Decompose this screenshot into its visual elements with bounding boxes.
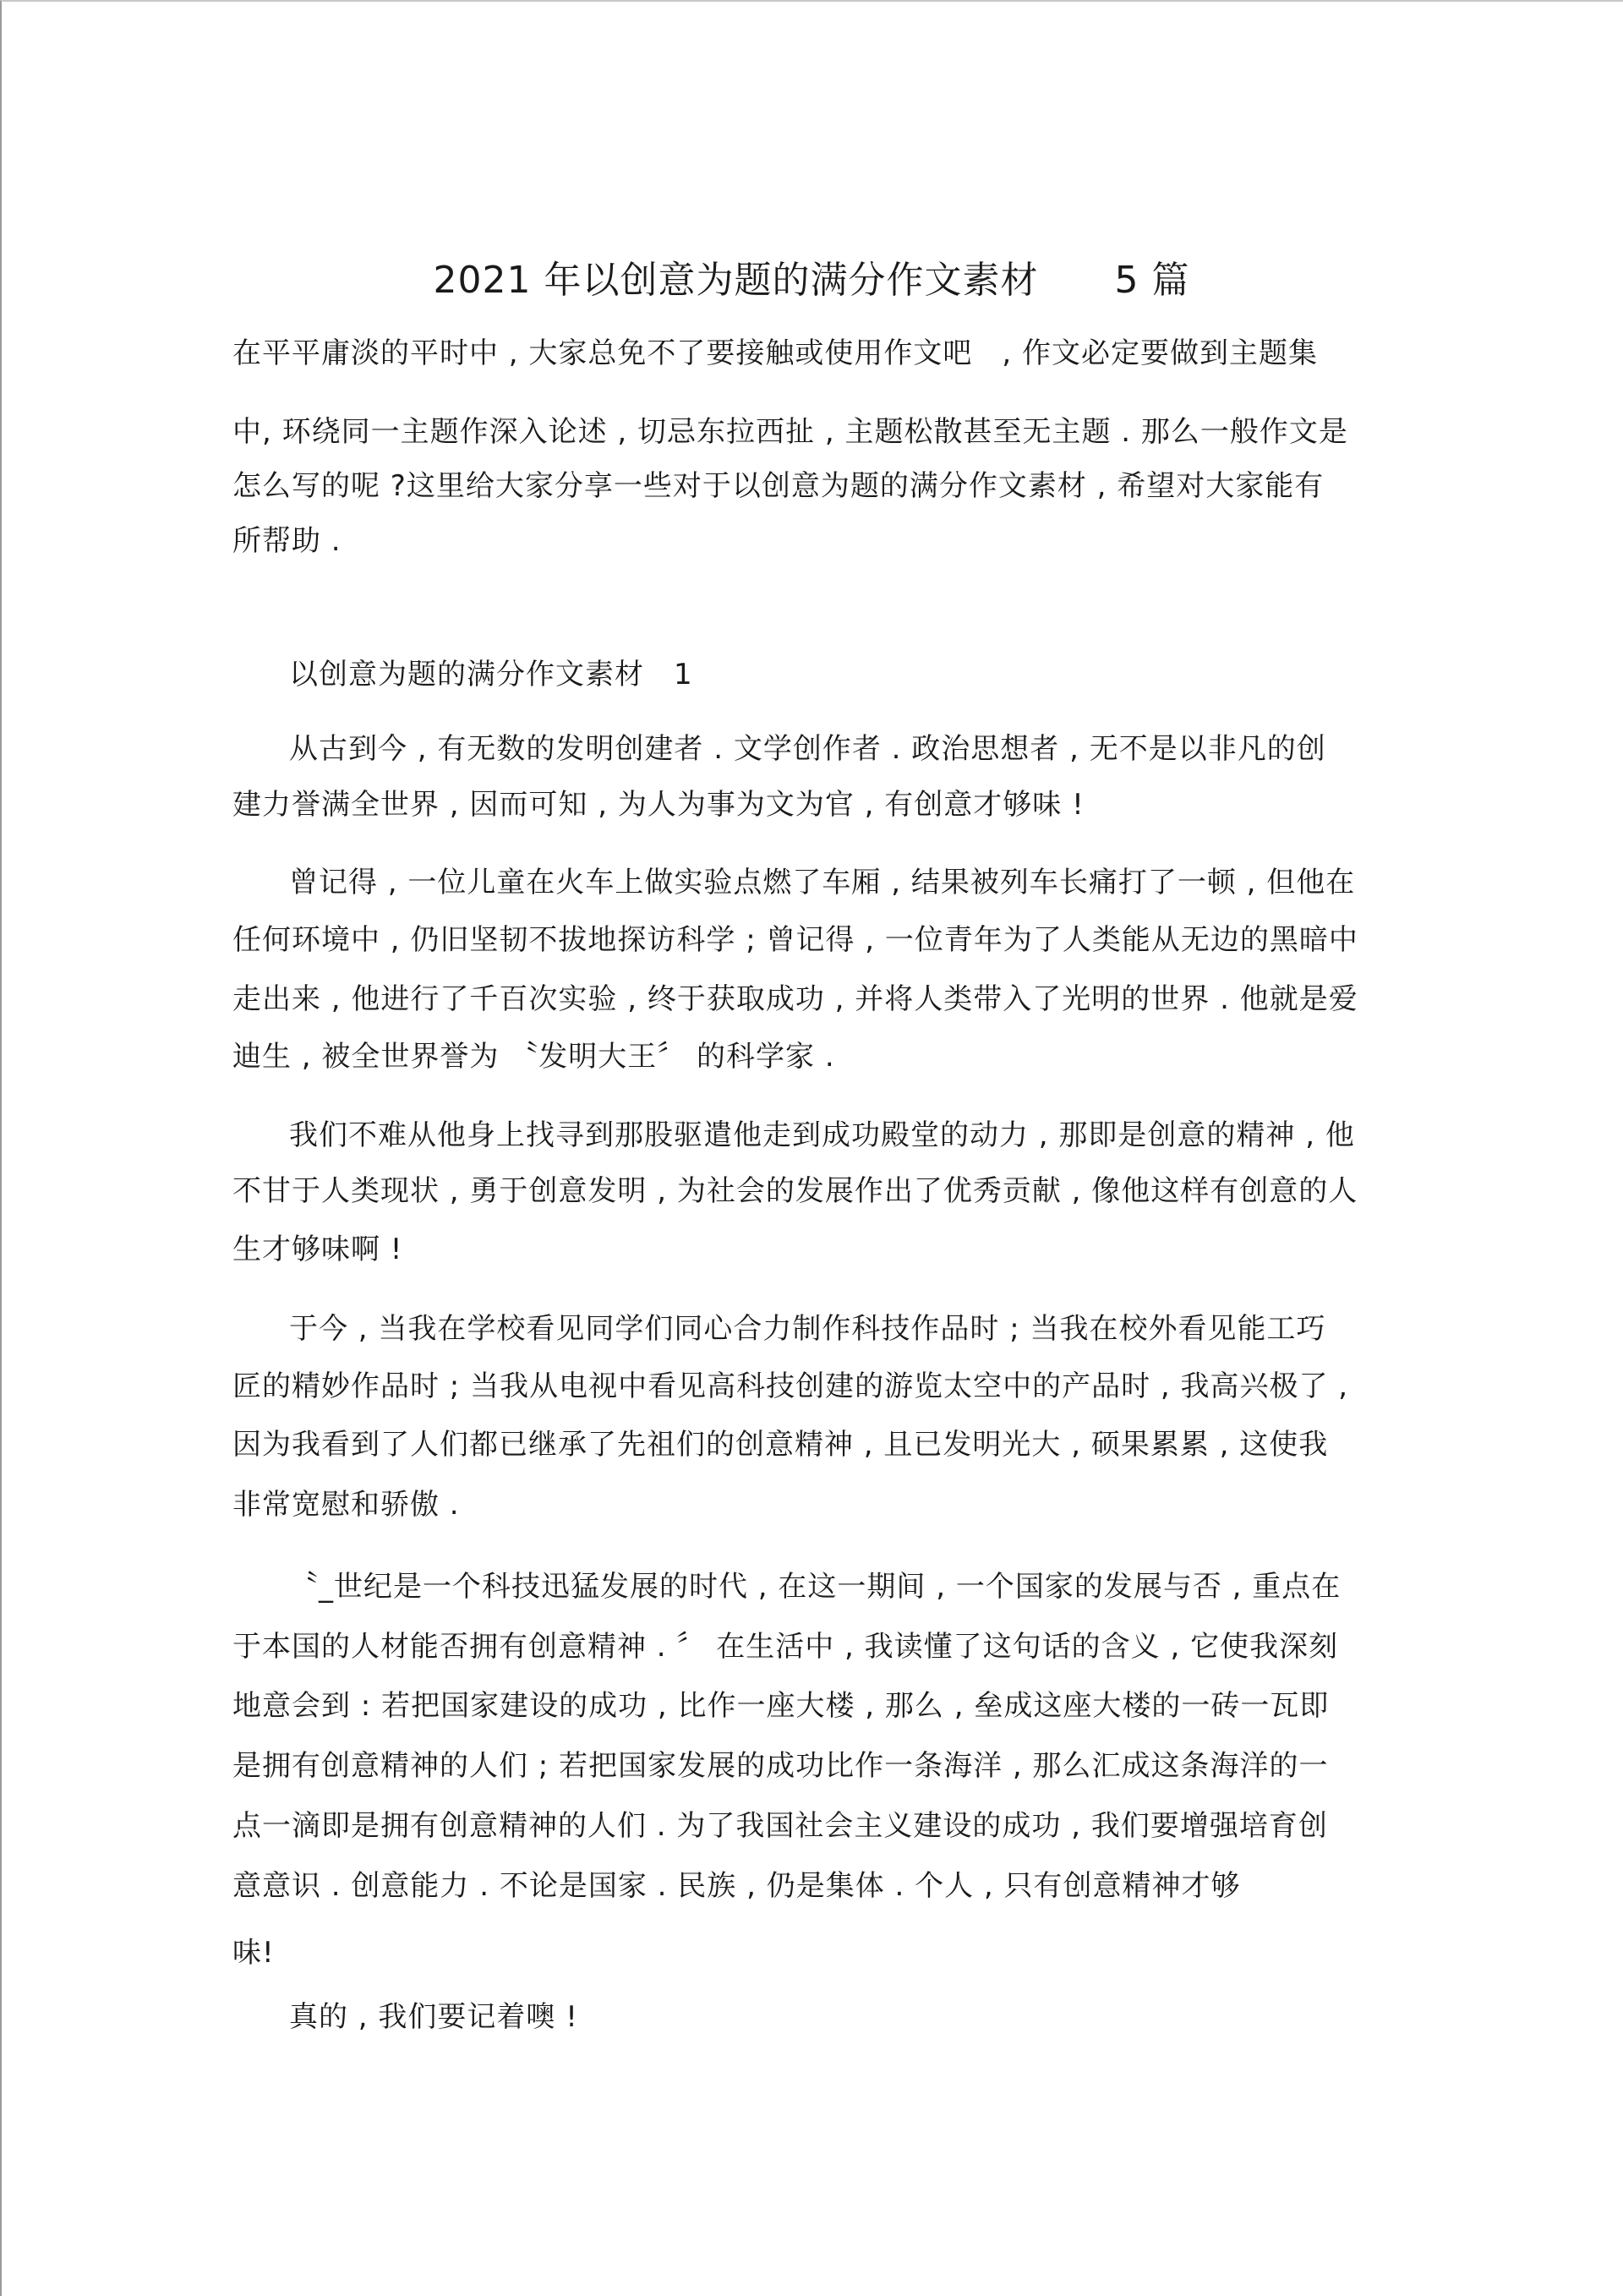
- paragraph-5-line-6: 意意识 . 创意能力 . 不论是国家 . 民族 , 仍是集体 . 个人 , 只有创意精神才够: [232, 1869, 1241, 1903]
- paragraph-5-line-1: 〝_世纪是一个科技迅猛发展的时代 , 在这一期间 , 一个国家的发展与否 , 重点在: [289, 1570, 1342, 1604]
- paragraph-2-line-3: 走出来 , 他进行了千百次实验 , 终于获取成功 , 并将人类带入了光明的世界 . 他就是爱: [232, 982, 1358, 1016]
- paragraph-2-line-2: 任何环境中 , 仍旧坚韧不拔地探访科学 ; 曾记得 , 一位青年为了人类能从无边的黑暗中: [232, 923, 1358, 957]
- intro-line-3: 怎么写的呢 ?这里给大家分享一些对于以创意为题的满分作文素材 , 希望对大家能有: [232, 469, 1325, 503]
- paragraph-3-line-1: 我们不难从他身上找寻到那股驱遣他走到成功殿堂的动力 , 那即是创意的精神 , 他: [289, 1118, 1355, 1152]
- paragraph-4-line-4: 非常宽慰和骄傲 .: [232, 1488, 460, 1522]
- intro-line-1: 在平平庸淡的平时中 , 大家总免不了要接触或使用作文吧 , 作文必定要做到主题集: [232, 336, 1319, 370]
- paragraph-4-line-2: 匠的精妙作品时 ; 当我从电视中看见高科技创建的游览太空中的产品时 , 我高兴极了 ,: [232, 1369, 1349, 1403]
- paragraph-4-line-3: 因为我看到了人们都已继承了先祖们的创意精神 , 且已发明光大 , 硕果累累 , 这使我: [232, 1428, 1329, 1462]
- paragraph-3-line-3: 生才够味啊 !: [232, 1233, 403, 1266]
- paragraph-2-line-1: 曾记得 , 一位儿童在火车上做实验点燃了车厢 , 结果被列车长痛打了一顿 , 但他在: [289, 866, 1356, 899]
- paragraph-3-line-2: 不甘于人类现状 , 勇于创意发明 , 为社会的发展作出了优秀贡献 , 像他这样有创意的人: [232, 1174, 1358, 1208]
- document-title: 2021 年以创意为题的满分作文素材 5 篇: [433, 259, 1190, 302]
- paragraph-5-line-3: 地意会到 : 若把国家建设的成功 , 比作一座大楼 , 那么 , 垒成这座大楼的一砖一瓦即: [232, 1689, 1330, 1723]
- paragraph-2-line-4: 迪生 , 被全世界誉为 〝发明大王〞 的科学家 .: [232, 1040, 835, 1074]
- intro-line-2: 中, 环绕同一主题作深入论述 , 切忌东拉西扯 , 主题松散甚至无主题 . 那么一般作文是: [232, 415, 1348, 449]
- paragraph-4-line-1: 于今 , 当我在学校看见同学们同心合力制作科技作品时 ; 当我在校外看见能工巧: [289, 1312, 1326, 1346]
- intro-line-4: 所帮助 .: [232, 524, 342, 558]
- paragraph-5-line-2: 于本国的人材能否拥有创意精神 . 〞 在生活中 , 我读懂了这句话的含义 , 它使我深刻: [232, 1630, 1339, 1664]
- paragraph-5-line-7: 味!: [232, 1936, 275, 1970]
- paragraph-5-line-4: 是拥有创意精神的人们 ; 若把国家发展的成功比作一条海洋 , 那么汇成这条海洋的一: [232, 1749, 1329, 1783]
- closing-line: 真的 , 我们要记着噢 !: [289, 2000, 578, 2034]
- paragraph-5-line-5: 点一滴即是拥有创意精神的人们 . 为了我国社会主义建设的成功 , 我们要增强培育创: [232, 1809, 1328, 1843]
- paragraph-1-line-2: 建力誉满全世界 , 因而可知 , 为人为事为文为官 , 有创意才够味 !: [232, 788, 1085, 822]
- section-heading-1: 以创意为题的满分作文素材 1: [289, 658, 693, 692]
- paragraph-1-line-1: 从古到今 , 有无数的发明创建者 . 文学创作者 . 政治思想者 , 无不是以非凡的创: [289, 732, 1326, 766]
